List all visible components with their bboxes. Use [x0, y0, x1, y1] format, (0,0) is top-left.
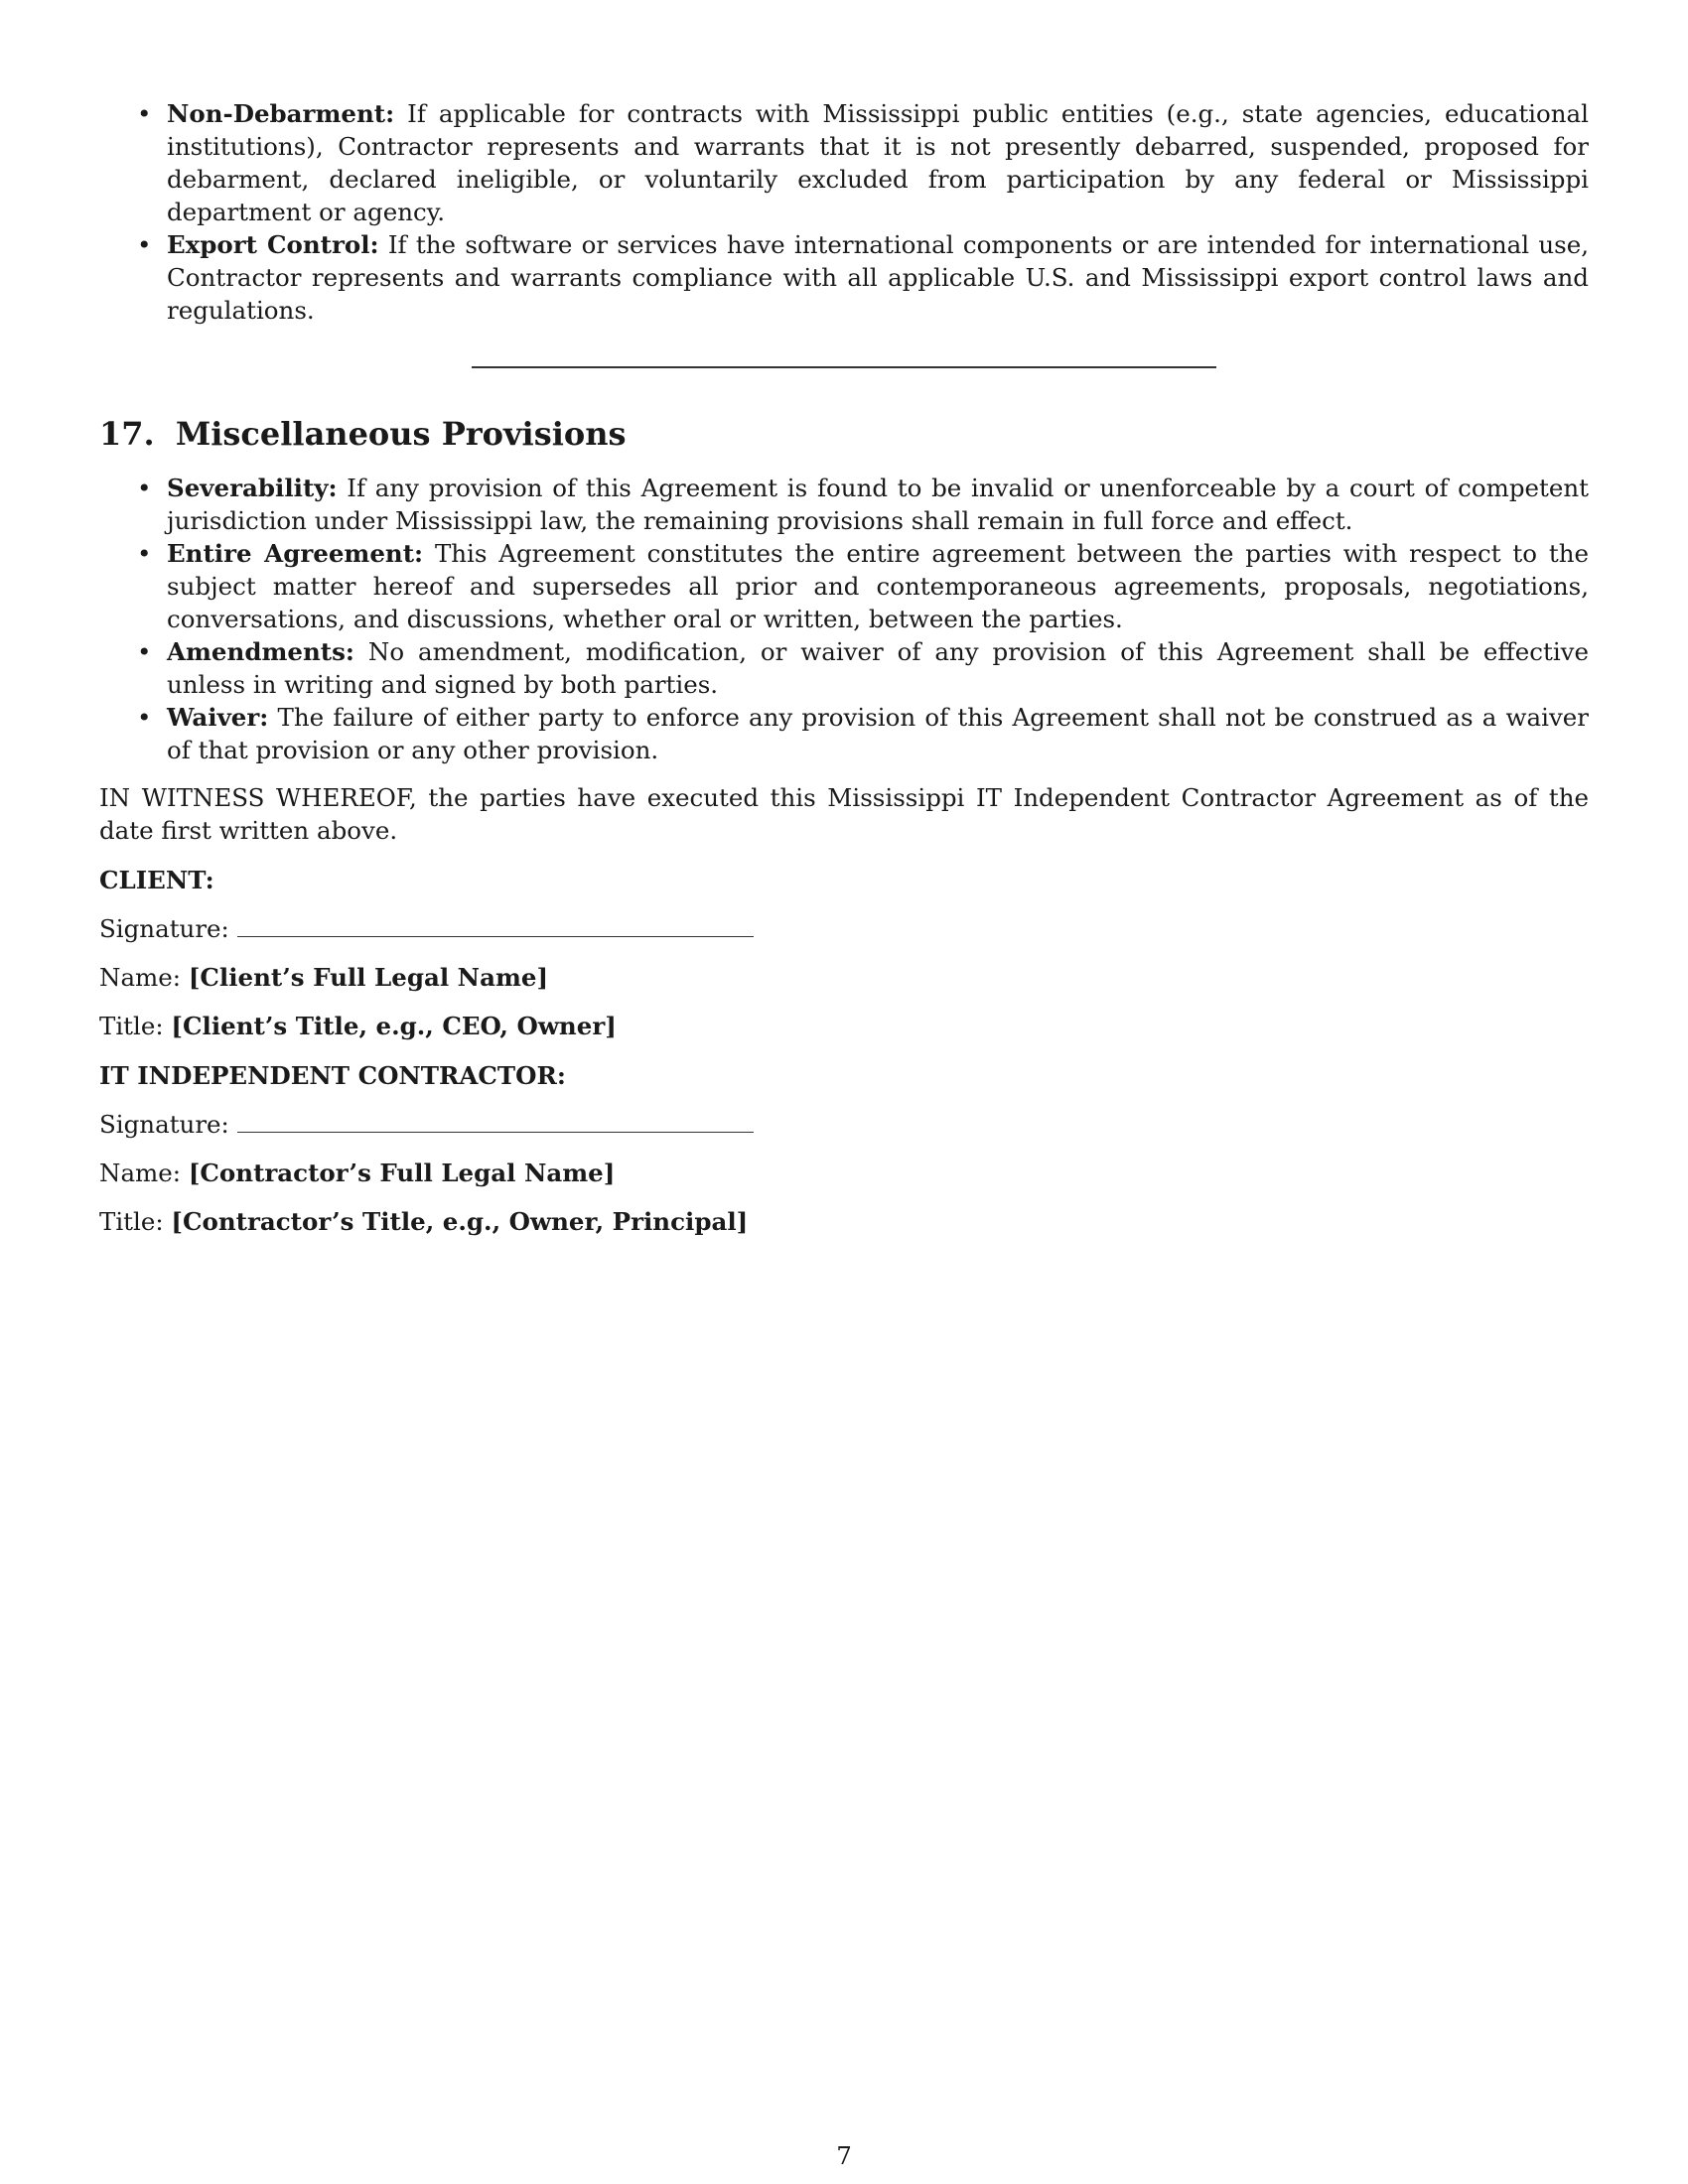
page-number: 7 [836, 2141, 852, 2170]
name-label: Name: [99, 1159, 182, 1187]
item-term: Severability: [167, 474, 338, 502]
client-heading: CLIENT: [99, 866, 214, 894]
item-text: The failure of either party to enforce any provision of this Agreement shall not be construed as a waiver of that provision or any other provision. [167, 703, 1590, 764]
bullet-icon: • [137, 230, 152, 259]
contractor-name-line [99, 1157, 1589, 1189]
bullet-icon: • [137, 637, 152, 666]
signature-label: Signature: [99, 1110, 229, 1139]
list-item [99, 97, 1589, 228]
list-item [99, 472, 1589, 537]
bullet-icon: • [137, 539, 152, 568]
contractor-signature-line [99, 1108, 1589, 1141]
bullet-icon: • [137, 703, 152, 732]
client-name-value: [Client’s Full Legal Name] [188, 963, 549, 992]
contractor-title-line [99, 1205, 1589, 1238]
item-text: This Agreement constitutes the entire agreement between the parties with respect to the subject matter hereof and supersedes all prior and contemporaneous agreements, proposals, negotiations, conversations, and discussions, whether oral or written, between the parties. [167, 539, 1589, 633]
contractor-name-value: [Contractor’s Full Legal Name] [188, 1159, 616, 1187]
section-title: Miscellaneous Provisions [175, 415, 627, 453]
item-text: If applicable for contracts with Mississippi public entities (e.g., state agencies, educational institutions), Contractor represents and warrants that it is not presently debarred, suspended, proposed for debarment, declared ineligible, or voluntarily excluded from participation by any federal or Mississippi department or agency. [167, 99, 1589, 226]
compliance-list [99, 97, 1589, 327]
list-item [99, 228, 1589, 327]
item-term: Amendments: [167, 637, 354, 666]
list-item [99, 537, 1589, 635]
bullet-icon: • [137, 474, 152, 502]
client-title-line [99, 1010, 1589, 1042]
document-page [99, 97, 1589, 1238]
witness-paragraph: IN WITNESS WHEREOF, the parties have executed this Mississippi IT Independent Contractor Agreement as of the date first written above. [99, 783, 1589, 845]
client-name-line [99, 961, 1589, 994]
item-term: Waiver: [167, 703, 269, 732]
name-label: Name: [99, 963, 182, 992]
bullet-icon: • [137, 99, 152, 128]
client-title-value: [Client’s Title, e.g., CEO, Owner] [171, 1012, 617, 1040]
contractor-signature-field[interactable] [237, 1110, 754, 1133]
client-signature-line [99, 912, 1589, 945]
item-term: Export Control: [167, 230, 379, 259]
item-text: No amendment, modification, or waiver of any provision of this Agreement shall be effective unless in writing and signed by both parties. [167, 637, 1589, 699]
item-term: Non-Debarment: [167, 99, 395, 128]
title-label: Title: [99, 1207, 164, 1236]
item-term: Entire Agreement: [167, 539, 424, 568]
contractor-title-value: [Contractor’s Title, e.g., Owner, Principal] [171, 1207, 749, 1236]
section-divider [472, 366, 1216, 368]
item-text: If any provision of this Agreement is found to be invalid or unenforceable by a court of competent jurisdiction under Mississippi law, the remaining provisions shall remain in full force and effect. [167, 474, 1589, 535]
signature-label: Signature: [99, 914, 229, 943]
list-item [99, 701, 1589, 766]
contractor-heading: IT INDEPENDENT CONTRACTOR: [99, 1061, 566, 1090]
provisions-list [99, 472, 1589, 766]
section-heading [99, 414, 1589, 454]
list-item [99, 635, 1589, 701]
client-signature-field[interactable] [237, 914, 754, 937]
title-label: Title: [99, 1012, 164, 1040]
section-number: 17. [99, 415, 155, 453]
item-text: If the software or services have international components or are intended for international use, Contractor represents and warrants compliance with all applicable U.S. and Mississippi export control laws and regulations. [167, 230, 1589, 325]
